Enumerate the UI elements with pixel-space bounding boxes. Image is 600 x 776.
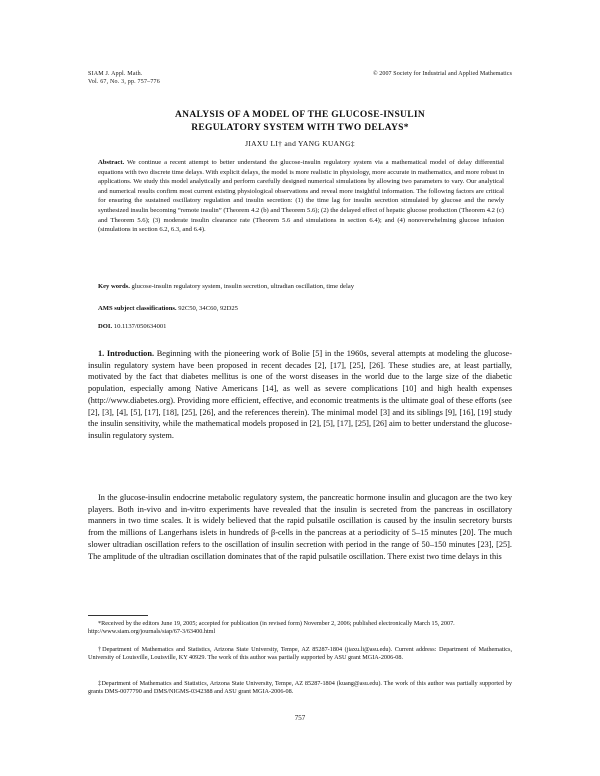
footnote-received xyxy=(88,620,512,636)
doi xyxy=(98,322,504,332)
title-line-1: ANALYSIS OF A MODEL OF THE GLUCOSE-INSULIN xyxy=(175,110,425,120)
page-number: 757 xyxy=(294,714,306,722)
ams-label: AMS subject classifications. xyxy=(98,305,177,312)
footnote-author-1: †Department of Mathematics and Statistics, Arizona State University, Tempe, AZ 85287-1804 (jiaxu.li@asu.edu). Current address: Department of Mathematics, University of Louisville, Louisville, KY 40929. The work of this author was partially supported by ASU grant MGIA-2006-08. xyxy=(88,646,512,662)
keywords-label: Key words. xyxy=(98,283,130,290)
copyright-notice: © 2007 Society for Industrial and Applied Mathematics xyxy=(373,71,512,77)
journal-citation xyxy=(88,71,160,86)
doi-label: DOI. xyxy=(98,323,113,330)
footnote-received-text: *Received by the editors June 19, 2005; accepted for publication (in revised form) November 2, 2006; published electronically March 15, 2007. xyxy=(98,620,455,627)
abstract-label: Abstract. xyxy=(98,159,125,166)
intro-paragraph-2: In the glucose-insulin endocrine metabolic regulatory system, the pancreatic hormone insulin and glucagon are the two key players. Both in-vivo and in-vitro experiments have revealed that the insulin is secreted from the pancreas in oscillatory manners in two time scales. It is widely believed that the rapid pulsatile oscillation is caused by the insulin secretory bursts from the millions of Langerhans islets in hundreds of β-cells in the pancreas at a periodicity of 5–15 minutes [20]. The much slower ultradian oscillation refers to the oscillation of insulin secretion with period in the range of 50–150 minutes [23], [25]. The amplitude of the ultradian oscillation dominates that of the rapid pulsatile oscillation. There exist two time delays in this xyxy=(88,493,512,561)
footnote-author-2: ‡Department of Mathematics and Statistics, Arizona State University, Tempe, AZ 85287-1804 (kuang@asu.edu). The work of this author was partially supported by grants DMS-0077790 and DMS/NIGMS-0342388 and ASU grant MGIA-2006-08. xyxy=(88,680,512,696)
ams-classifications xyxy=(98,304,504,314)
paper-title xyxy=(88,109,512,135)
footnote-rule xyxy=(88,615,148,616)
footnote-url: http://www.siam.org/journals/siap/67-3/63400.html xyxy=(88,628,216,636)
section-heading: 1. Introduction. xyxy=(98,349,155,358)
ams-text: 92C50, 34C60, 92D25 xyxy=(178,305,238,312)
journal-volume: Vol. 67, No. 3, pp. 757–776 xyxy=(88,78,160,85)
author-list: JIAXU LI† and YANG KUANG‡ xyxy=(245,139,355,148)
doi-text: 10.1137/050634001 xyxy=(113,323,167,330)
journal-name: SIAM J. Appl. Math. xyxy=(88,71,143,77)
keywords-text: glucose-insulin regulatory system, insulin secretion, ultradian oscillation, time delay xyxy=(131,283,355,290)
title-line-2: REGULATORY SYSTEM WITH TWO DELAYS* xyxy=(191,123,409,133)
intro-paragraph-1 xyxy=(88,348,512,442)
abstract xyxy=(98,158,504,235)
keywords xyxy=(98,282,504,292)
abstract-text: We continue a recent attempt to better understand the glucose-insulin regulatory system via a mathematical model of delay differential equations with two discrete time delays. With explicit delays, the model is more realistic in physiology, more accurate in mathematics, and more robust in applications. We study this model analytically and perform carefully designed numerical simulations by allowing two parameters to vary. Our analytical and numerical results confirm most current existing physiological observations and reveal more insightful information. The following factors are critical for ensuring the sustained oscillatory regulation and insulin secretion: (1) the time lag for insulin secretion stimulated by glucose and the newly synthesized insulin becoming “remote insulin” (Theorem 4.2 (b) and Theorem 5.6); (2) the delayed effect of hepatic glucose production (Theorem 4.2 (c) and Theorem 5.6); (3) moderate insulin clearance rate (Theorem 5.6 and simulations in section 6.4); and (4) nonoverwhelming glucose infusion (simulations in section 6.2, 6.3, and 6.4). xyxy=(98,159,504,234)
intro-paragraph-1-text: Beginning with the pioneering work of Bolie [5] in the 1960s, several attempts at modeling the glucose-insulin regulatory system have been proposed in recent decades [2], [17], [25], [26]. These studies are, at least partially, motivated by the fact that diabetes mellitus is one of the worst diseases in the world due to the large size of the diabetic population, especially among Native Americans [14], as well as severe complications [10] and high health expenses (http://www.diabetes.org). Providing more efficient, effective, and economic treatments is the ultimate goal of these efforts (see [2], [3], [4], [5], [17], [18], [25], [26], and the references therein). The minimal model [3] and its siblings [9], [16], [19] study the insulin sensitivity, while the mathematical models proposed in [2], [5], [17], [25], [26] aim to better understand the glucose-insulin regulatory system. xyxy=(88,349,513,440)
